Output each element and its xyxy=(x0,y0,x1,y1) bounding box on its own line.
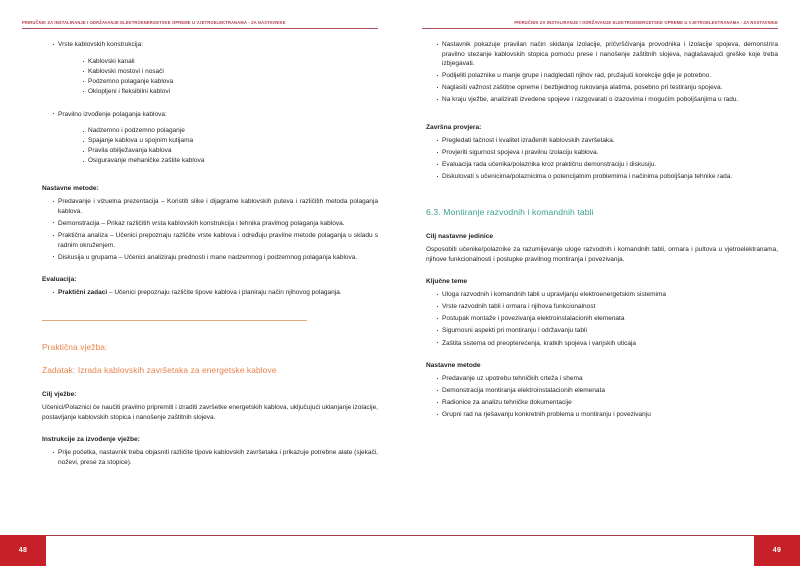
practical-exercise-task: Zadatak: Izrada kablovskih završetaka za energetske kablove xyxy=(42,365,277,376)
footer-rule xyxy=(22,535,400,536)
spacer xyxy=(42,173,378,184)
running-header-rule xyxy=(422,28,778,30)
list-item: · Vrste razvodnih tabli i ormara i njihova funkcionalnost xyxy=(436,302,778,312)
running-header-right xyxy=(422,20,778,34)
list-item: · Podijeliti polaznike u manje grupe i nadgledati njihov rad, pružajući korekcije gdje je potrebno. xyxy=(436,71,778,81)
running-header-rule xyxy=(22,28,378,30)
teaching-methods-heading: Nastavne metode: xyxy=(42,185,99,193)
section-methods-list xyxy=(426,374,778,420)
list-item: · Demonstracija montiranja elektroinstalacionih elemenata xyxy=(436,386,778,396)
evaluation-list xyxy=(42,288,378,298)
spacer xyxy=(426,112,778,123)
list-item xyxy=(52,288,378,298)
right-column-content xyxy=(426,40,778,528)
list-item: · Praktična analiza – Učenici prepoznaju različite vrste kablova i određuju pravilne metode polaganja u skladu s radnim okruženjem. xyxy=(52,231,378,250)
section-title-6-3: 6.3. Montiranje razvodnih i komandnih tabli xyxy=(426,206,594,217)
list-item: · Naglasiti važnost zaštitne opreme i bezbjednog rukovanja alatima, posebno pri testiranju spojeva. xyxy=(436,83,778,93)
footer-rule xyxy=(400,535,778,536)
evaluation-heading: Evaluacija: xyxy=(42,276,77,284)
topic-bullets-1 xyxy=(42,40,378,50)
practical-exercise-heading: Praktična vježba: xyxy=(42,342,108,353)
key-topics-list xyxy=(426,290,778,348)
list-item: · Diskutovati s učenicima/polaznicima o potencijalnim problemima i načinima poboljšanja tehnike rada. xyxy=(436,172,778,182)
list-item: · Vrste kablovskih konstrukcija: xyxy=(52,40,378,50)
list-item: · Pravilno izvođenje polaganja kablova: xyxy=(52,110,378,120)
list-item: · Pregledati tačnost i kvalitet izrađenih kablovskih završetaka. xyxy=(436,136,778,146)
exercise-instructions-list xyxy=(42,448,378,467)
exercise-goal-text: Učenici/Polaznici će naučiti pravilno pripremiti i izraditi završetke energetskih kablova, uključujući uklanjanje izolacije, postavljanje kablovskih stopica i nanošenje zaštitnih slojeva. xyxy=(42,404,378,421)
section-methods-heading: Nastavne metode xyxy=(426,362,481,370)
final-check-heading: Završna provjera: xyxy=(426,124,482,132)
list-item: · Pravila obilježavanja kablova xyxy=(82,146,378,156)
running-header-text: PRIRUČNIK ZA INSTALIRANJE I ODRŽAVANJE ELEKTROENERGETSKE OPREME U VJETROELEKTRANAMA - ZA NASTAVNIKE xyxy=(22,20,286,25)
evaluation-item-label: Praktični zadaci xyxy=(58,289,108,297)
footer-left xyxy=(0,535,400,566)
instructions-continued-list xyxy=(426,40,778,105)
list-item: · Uloga razvodnih i komandnih tabli u upravljanju elektroenergetskim sistemima xyxy=(436,290,778,300)
list-item: · Radionice za analizu tehničke dokumentacije xyxy=(436,398,778,408)
page-right xyxy=(400,0,800,566)
list-item: · Sigurnosni aspekti pri montiranju i održavanju tabli xyxy=(436,326,778,336)
topic-subbullets-2 xyxy=(42,126,378,166)
footer-right xyxy=(400,535,800,566)
exercise-instructions-heading: Instrukcije za izvođenje vježbe: xyxy=(42,436,140,444)
unit-goal-heading: Cilj nastavne jedinice xyxy=(426,232,494,240)
list-item: · Nadzemno i podzemno polaganje xyxy=(82,126,378,136)
list-item: · Podzemno polaganje kablova xyxy=(82,77,378,87)
unit-goal-text: Osposobiti učenike/polaznike za razumijevanje uloge razvodnih i komandnih tabli, ormara i pultova u vjetroelektranama, njihove funkcionalnosti i postupke pravilnog montiranja i povezivanja. xyxy=(426,245,778,263)
list-item: · Predavanje i vizuelna prezentacija – Koristiti slike i dijagrame kablovskih puteva i različitih metoda polaganja kablova. xyxy=(52,197,378,216)
list-item: · Zaštita sistema od preopterećenja, kratkih spojeva i vanjskih uticaja xyxy=(436,339,778,349)
list-item: · Kablovski kanali xyxy=(82,57,378,67)
page-number-right: 49 xyxy=(754,535,800,566)
teaching-methods-list xyxy=(42,197,378,262)
list-item: · Oklopljeni i fleksibilni kablovi xyxy=(82,87,378,97)
topic-subbullets-1 xyxy=(42,57,378,97)
list-item: · Nastavnik pokazuje pravilan način skidanja izolacije, pričvršćivanja provodnika i izolacije spojeva, demonstrira pravilno stezanje kablovskih stopica pomoću prese i nanošenje zaštitnih slojeva, naglašavajući greške koje treba izbjegavati. xyxy=(436,40,778,69)
list-item: · Osiguravanje mehaničke zaštite kablova xyxy=(82,156,378,166)
list-item: · Na kraju vježbe, analizirati izvedene spojeve i razgovarati o izazovima i mogućim poboljšanjima u radu. xyxy=(436,95,778,105)
list-item: · Prije početka, nastavnik treba objasniti različite tipove kablovskih završetaka i prikazuje potrebne alate (sjekači, noževi, prese za stopice). xyxy=(52,448,378,467)
evaluation-item-text: – Učenici prepoznaju različite tipove kablova i planiraju način njihovog polaganja. xyxy=(107,289,342,297)
running-header-text: PRIRUČNIK ZA INSTALIRANJE I ODRŽAVANJE ELEKTROENERGETSKE OPREME U VJETROELEKTRANAMA - ZA NASTAVNIKE xyxy=(514,20,778,25)
list-item: · Spajanje kablova u spojnim kutijama xyxy=(82,136,378,146)
list-item: · Diskusija u grupama – Učenici analiziraju prednosti i mane nadzemnog i podzemnog polaganja kablova. xyxy=(52,253,378,263)
list-item: · Demonstracija – Prikaz različitih vrsta kablovskih konstrukcija i tehnika pravilnog polaganja kablova. xyxy=(52,219,378,229)
list-item: · Grupni rad na rješavanju konkretnih problema u montiranju i povezivanju xyxy=(436,410,778,420)
list-item: · Predavanje uz upotrebu tehničkih crteža i shema xyxy=(436,374,778,384)
section-divider xyxy=(42,320,307,321)
list-item: · Provjeriti sigurnost spojeva i pravilnu izolaciju kablova. xyxy=(436,148,778,158)
list-item: · Kablovski mostovi i nosači xyxy=(82,67,378,77)
page-number-left: 48 xyxy=(0,535,46,566)
left-column-content xyxy=(42,40,378,528)
topic-bullets-2 xyxy=(42,110,378,120)
exercise-goal-heading: Cilj vježbe: xyxy=(42,391,77,399)
list-item: · Postupak montaže i povezivanja elektroinstalacionih elemenata xyxy=(436,314,778,324)
list-item: · Evaluacija rada učenika/polaznika kroz praktičnu demonstraciju i diskusiju. xyxy=(436,160,778,170)
key-topics-heading: Ključne teme xyxy=(426,278,468,286)
final-check-list xyxy=(426,136,778,182)
running-header-left xyxy=(22,20,378,34)
